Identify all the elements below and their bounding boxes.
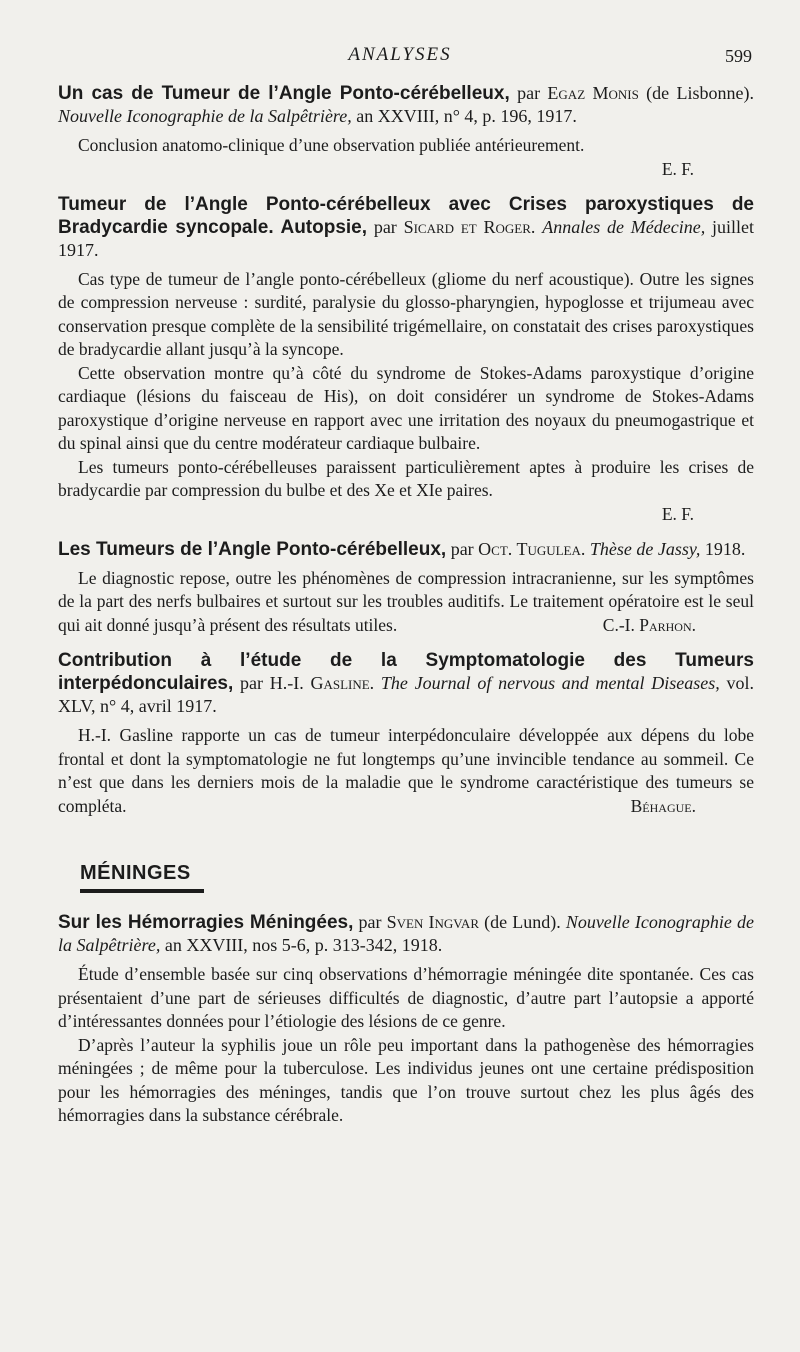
abstract-paragraph: Le diagnostic repose, outre les phénomènes de compression intracranienne, sur les symptômes de la part des nerfs bulbaires et surtout sur les troubles auditifs. Le traitement opératoire est le seul qui ait donné jusqu’à présent des résultats utiles. C.-I. Parhon. [58,567,754,638]
abstract-paragraph: Cette observation montre qu’à côté du syndrome de Stokes-Adams paroxystique d’origine cardiaque (lésions du faisceau de His), on doit considérer un syndrome de Stokes-Adams paroxystique d’origine nerveuse en rapport avec une irritation des noyaux du pneumogastrique et du spinal ainsi que du centre modérateur cardiaque bulbaire. [58,362,754,453]
article-title: Tumeur de l’Angle Ponto-cérébelleux avec Crises paroxystiques de Bradycardie syncopale. Autopsie, [58,193,754,238]
section-underline [80,889,204,893]
article-title: Contribution à l’étude de la Symptomatologie des Tumeurs interpédonculaires, [58,650,754,694]
article-authors: Sicard et Roger. [403,216,536,237]
entry-heading: Sur les Hémorragies Méningées, par Sven Ingvar (de Lund). Nouvelle Iconographie de la Salpêtrière, an XXVIII, nos 5-6, p. 313-342, 1918. [58,912,754,955]
abstract-entry [58,82,754,181]
entry-heading: Un cas de Tumeur de l’Angle Ponto-cérébelleux, par Egaz Monis (de Lisbonne). Nouvelle Iconographie de la Salpêtrière, an XXVIII, n° 4, p. 196, 1917. [58,83,754,126]
page-header [0,42,800,72]
abstract-paragraph: Conclusion anatomo-clinique d’une observation publiée antérieurement. [78,135,585,155]
journal-name: Thèse de Jassy, [589,538,701,559]
abstract-entry [58,911,754,1128]
page-number: 599 [725,46,752,66]
journal-name: The Journal of nervous and mental Diseases, [380,673,720,693]
section-heading [80,862,754,893]
article-authors: Egaz Monis [547,83,639,103]
article-authors: Sven Ingvar [386,912,479,932]
entry-heading: Contribution à l’étude de la Symptomatologie des Tumeurs interpédonculaires, par H.-I. Gasline. The Journal of nervous and mental Diseases, vol. XLV, n° 4, avril 1917. [58,650,754,716]
journal-reference: an XXVIII, n° 4, p. 196, 1917. [351,106,577,126]
reviewer-signature: E. F. [661,503,694,524]
reviewer-signature: E. F. [661,158,694,179]
abstract-paragraph: D’après l’auteur la syphilis joue un rôle peu important dans la pathogenèse des hémorragies méningées ; de même pour la tuberculose. Les individus jeunes ont une certaine prédisposition pour les hémorragies des méninges, tandis que l’on trouve surtout chez les plus âgés des hémorragies dans la substance cérébrale. [58,1034,754,1125]
entry-heading: Tumeur de l’Angle Ponto-cérébelleux avec Crises paroxystiques de Bradycardie syncopale. Autopsie, par Sicard et Roger. Annales de Médecine, juillet 1917. [58,193,755,260]
abstract-entry [58,649,754,818]
abstract-paragraph: Étude d’ensemble basée sur cinq observations d’hémorragie méningée dite spontanée. Ces cas présentaient d’une part de sérieuses difficultés de diagnostic, d’autre part l’autopsie a apporté d’intéressantes données pour l’étiologie des lésions de ce genre. [58,964,754,1031]
abstract-paragraph: Cas type de tumeur de l’angle ponto-cérébelleux (gliome du nerf acoustique). Outre les signes de compression nerveuse : surdité, paralysie du glosso-pharyngien, hypoglosse et trijumeau avec conservation presque complète de la sensibilité trigémellaire, on constatait des crises paroxystiques de bradycardie allant jusqu’à la syncope. [58,268,754,359]
journal-name: Nouvelle Iconographie de la Salpêtrière, [58,106,352,126]
abstract-paragraph: Les tumeurs ponto-cérébelleuses paraissent particulièrement aptes à produire les crises de bradycardie par compression du bulbe et des Xe et XIe paires. [58,456,754,500]
journal-name: Nouvelle Iconographie de la Salpêtrière, [58,912,754,955]
reviewer-signature: Béhague. [630,795,696,816]
page-body [58,82,754,1140]
running-title: ANALYSES [348,44,452,65]
article-authors: Oct. Tugulea. [478,538,586,559]
journal-name: Annales de Médecine, [542,216,706,237]
article-authors: H.-I. Gasline. [269,673,375,693]
journal-reference: an XXVIII, nos 5-6, p. 313-342, 1918. [160,935,443,955]
journal-reference: juillet 1917. [58,216,755,260]
section-title: MÉNINGES [80,862,191,884]
abstract-paragraph: H.-I. Gasline rapporte un cas de tumeur interpédonculaire développée aux dépens du lobe frontal et dont la symptomatologie ne fut longtemps qu’une invincible tendance au sommeil. Ce n’est que dans les derniers mois de la maladie que le syndrome caractéristique des tumeurs se compléta. Béhague. [58,724,754,818]
journal-reference: 1918. [700,538,746,559]
abstract-entry [58,538,754,638]
article-title: Sur les Hémorragies Méningées, [58,912,354,933]
article-title: Un cas de Tumeur de l’Angle Ponto-cérébelleux, [58,83,510,104]
article-title: Les Tumeurs de l’Angle Ponto-cérébelleux, [58,538,447,560]
entry-heading: Les Tumeurs de l’Angle Ponto-cérébelleux, par Oct. Tugulea. Thèse de Jassy, 1918. [58,538,746,560]
abstract-entry [58,193,754,526]
journal-reference: vol. XLV, n° 4, avril 1917. [58,673,754,716]
reviewer-signature: C.-I. Parhon. [602,614,696,635]
